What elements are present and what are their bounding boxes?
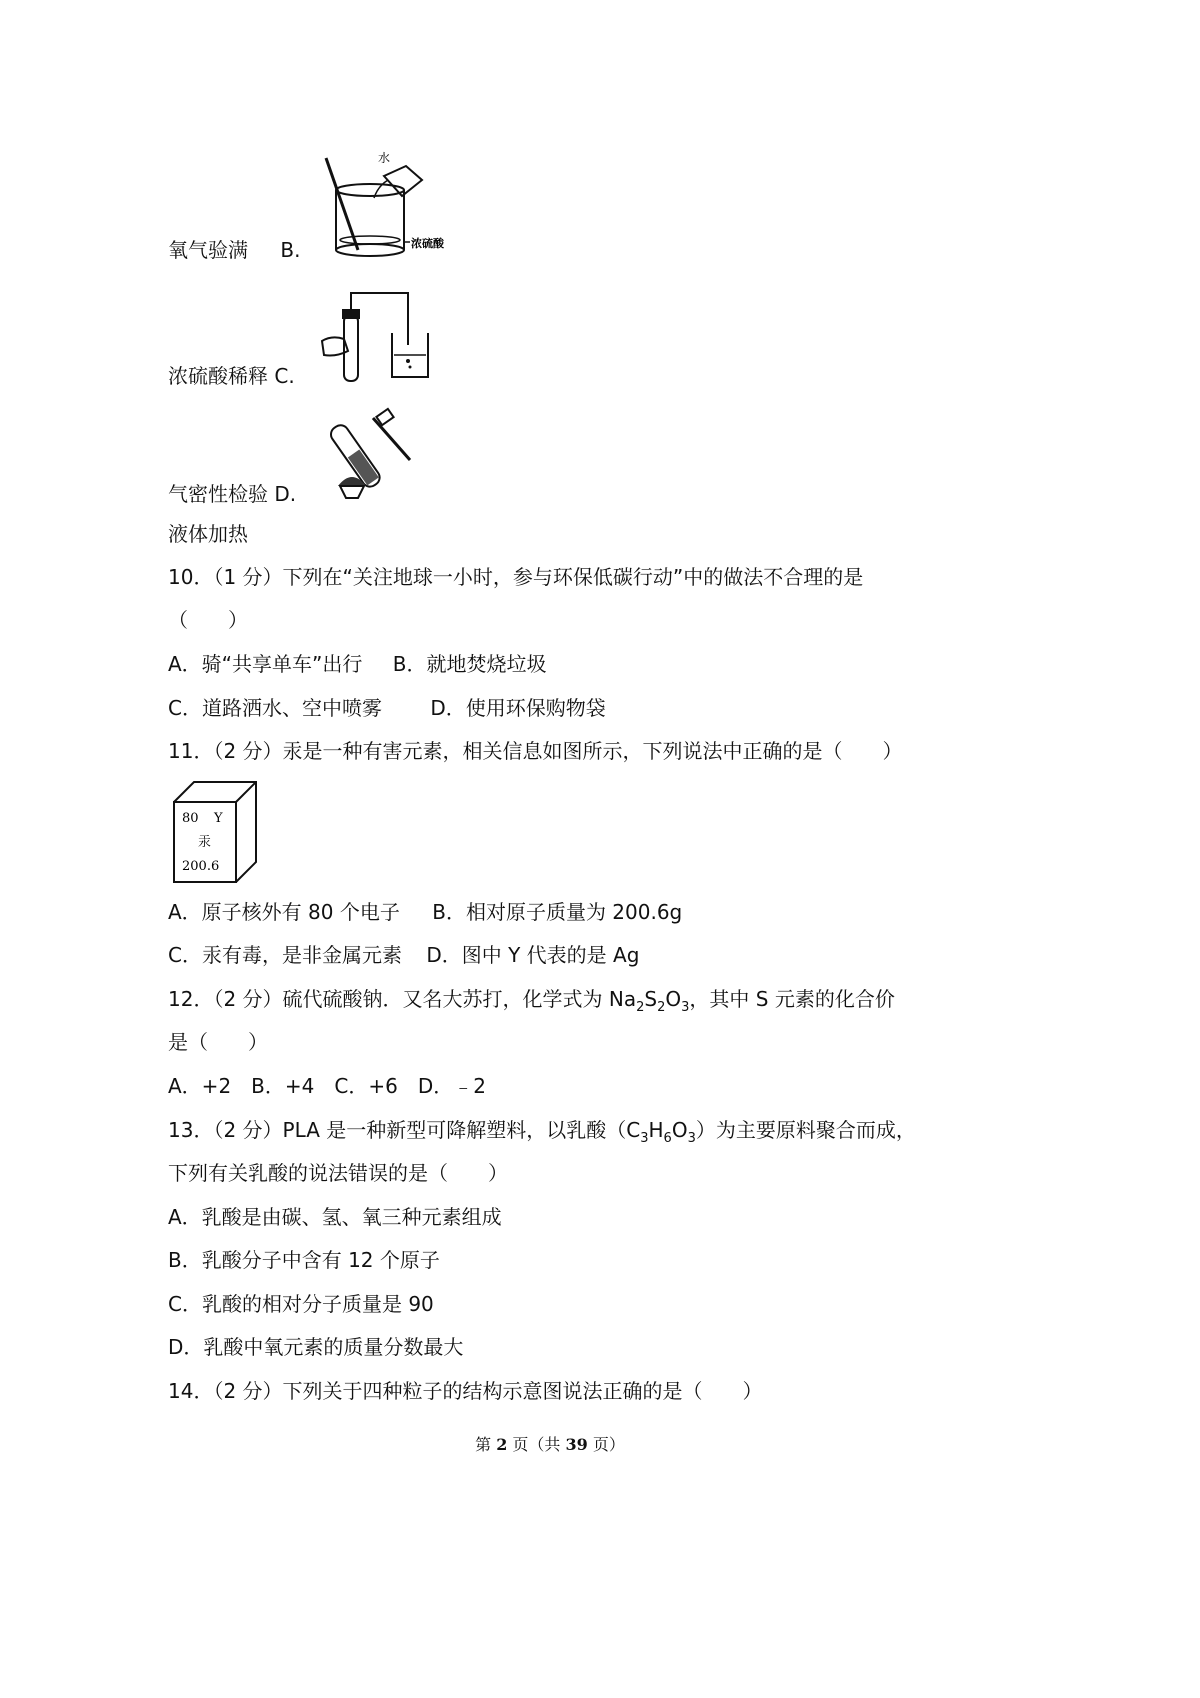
q13-sub-2: 6 — [663, 1131, 672, 1146]
q13-mid-1: H — [648, 1118, 664, 1142]
q10-options-row2 — [168, 694, 606, 722]
q12-sub-1: 2 — [636, 1000, 645, 1015]
q12-mid-1: S — [644, 987, 658, 1011]
q12-stem — [168, 985, 895, 1022]
q11-options-row2 — [168, 941, 639, 969]
q11-option-b: B．相对原子质量为 200.6g — [432, 900, 683, 924]
q11-stem: 11．（2 分）汞是一种有害元素，相关信息如图所示，下列说法中正确的是（ ） — [168, 739, 903, 763]
q9-row-dilution — [168, 362, 295, 390]
q12-stem-pre: 12．（2 分）硫代硫酸钠．又名大苏打，化学式为 Na — [168, 987, 637, 1011]
label-acid-dilution: 浓硫酸稀释 — [168, 364, 268, 388]
q12-sub-3: 3 — [681, 1000, 690, 1015]
q9-row-airtight — [168, 480, 296, 508]
q13-stem-pre: 13．（2 分）PLA 是一种新型可降解塑料，以乳酸（C — [168, 1118, 641, 1142]
label-airtight-test: 气密性检验 — [168, 482, 268, 506]
q11-option-c: C．汞有毒，是非金属元素 — [168, 943, 402, 967]
q13-option-c: C．乳酸的相对分子质量是 90 — [168, 1292, 434, 1316]
q12-stem-post: ，其中 S 元素的化合价 — [689, 987, 895, 1011]
q13-sub-1: 3 — [640, 1131, 649, 1146]
footer-mid: 页（共 — [512, 1435, 561, 1454]
footer-pre: 第 — [475, 1435, 492, 1454]
q13-option-d: D．乳酸中氧元素的质量分数最大 — [168, 1335, 464, 1359]
footer-page-number: 2 — [496, 1435, 508, 1454]
page-footer — [0, 1432, 1100, 1455]
q13-mid-2: O — [671, 1118, 688, 1142]
element-symbol: Y — [214, 811, 223, 826]
q13-option-b: B．乳酸分子中含有 12 个原子 — [168, 1248, 440, 1272]
q10-options-row1 — [168, 650, 547, 678]
dilution-apparatus-figure — [318, 150, 444, 265]
label-liquid-heating: 液体加热 — [168, 522, 248, 546]
q10-option-b: B．就地焚烧垃圾 — [392, 652, 547, 676]
q11-option-d: D．图中 Y 代表的是 Ag — [426, 943, 640, 967]
q10-blank: （ ） — [168, 608, 248, 632]
liquid-heating-figure — [318, 398, 418, 503]
q13-stem-line2: 下列有关乳酸的说法错误的是（ ） — [168, 1161, 508, 1185]
q10-option-c: C．道路洒水、空中喷雾 — [168, 696, 382, 720]
airtightness-apparatus-figure — [318, 285, 438, 385]
q9-row-oxygen — [168, 236, 300, 264]
q12-stem-line2: 是（ ） — [168, 1030, 268, 1054]
fig-acid-label: 浓硫酸 — [411, 237, 444, 250]
footer-post: 页） — [592, 1435, 625, 1454]
q10-stem: 10．（1 分）下列在“关注地球一小时，参与环保低碳行动”中的做法不合理的是 — [168, 565, 864, 589]
q13-stem-post: ）为主要原料聚合而成， — [695, 1118, 916, 1142]
fig-water-label: 水 — [378, 151, 391, 165]
q12-mid-2: O — [665, 987, 682, 1011]
q13-stem — [168, 1116, 916, 1153]
option-d-label: D. — [274, 482, 297, 506]
q10-option-d: D．使用环保购物袋 — [430, 696, 606, 720]
element-cell-figure — [170, 778, 262, 886]
option-c-label: C. — [274, 364, 295, 388]
footer-total-pages: 39 — [565, 1435, 588, 1454]
element-mass: 200.6 — [182, 859, 220, 874]
q11-options-row1 — [168, 898, 682, 926]
q13-option-a: A．乳酸是由碳、氢、氧三种元素组成 — [168, 1205, 502, 1229]
element-name: 汞 — [198, 835, 212, 850]
q12-sub-2: 2 — [657, 1000, 666, 1015]
element-number: 80 — [182, 811, 199, 826]
label-oxygen-test: 氧气验满 — [168, 238, 248, 262]
option-b-label: B. — [280, 238, 301, 262]
q14-stem: 14．（2 分）下列关于四种粒子的结构示意图说法正确的是（ ） — [168, 1379, 763, 1403]
q12-options: A．+2 B．+4 C．+6 D．﹣2 — [168, 1074, 486, 1098]
q10-option-a: A．骑“共享单车”出行 — [168, 652, 363, 676]
q11-option-a: A．原子核外有 80 个电子 — [168, 900, 400, 924]
q13-sub-3: 3 — [687, 1131, 696, 1146]
